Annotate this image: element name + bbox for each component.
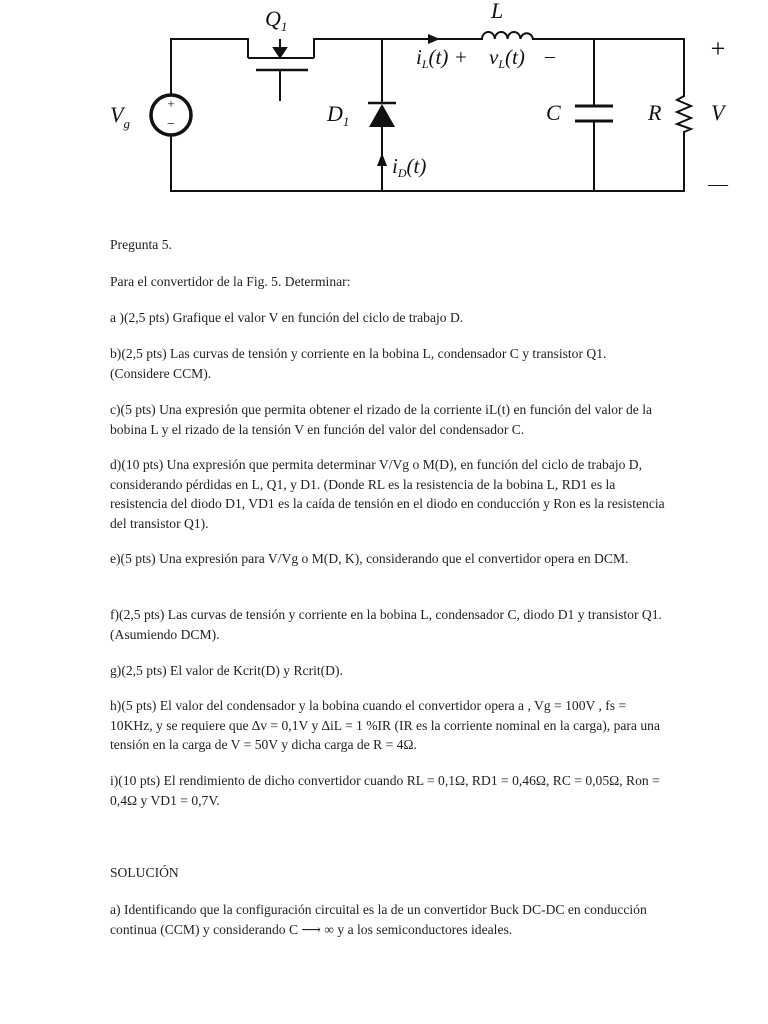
question-item-b: b)(2,5 pts) Las curvas de tensión y corriente en la bobina L, condensador C y transistor Q1. (Considere CCM). [110,346,607,381]
transistor-q1-symbol [248,39,314,101]
label-vl: vL(t) [489,45,525,71]
resistor-r-symbol [677,96,691,132]
question-item-f: f)(2,5 pts) Las curvas de tensión y corriente en la bobina L, condensador C, diodo D1 y transistor Q1. (Asumiendo DCM). [110,607,662,642]
question-intro: Para el convertidor de la Fig. 5. Determinar: [110,274,351,289]
question-item-g: g)(2,5 pts) El valor de Kcrit(D) y Rcrit(D). [110,663,343,678]
question-item-d: d)(10 pts) Una expresión que permita determinar V/Vg o M(D), en función del ciclo de trabajo D, considerando pérdidas en L, Q1, y D1. (Donde RL es la resistencia de la bobina L, RD1 es la resistencia del diodo D1, VD1 es la caída de tensión en el diodo en conducción y Ron es la resistencia del transistor Q1). [110,457,665,531]
label-l: L [491,0,504,23]
label-r: R [648,100,662,125]
solution-text: a) Identificando que la configuración circuital es la de un convertidor Buck DC-DC en conducción continua (CCM) y considerando C ⟶ ∞ y a los semiconductores ideales. [110,902,647,937]
label-vl-minus: – [545,45,555,67]
label-output-minus: — [708,173,728,195]
label-d1: $D_1$ [327,101,350,129]
label-id: iD(t) [392,154,427,180]
question-item-i: i)(10 pts) El rendimiento de dicho convertidor cuando RL = 0,1Ω, RD1 = 0,46Ω, RC = 0,05Ω, Ron = 0,4Ω y VD1 = 0,7V. [110,773,660,808]
source-plus-sign: + [167,96,175,111]
label-v: V [711,100,725,125]
question-item-a: a )(2,5 pts) Grafique el valor V en función del ciclo de trabajo D. [110,310,464,325]
question-item-h: h)(5 pts) El valor del condensador y la bobina cuando el convertidor opera a , Vg = 100V , fs = 10KHz, y se requiere que ∆v = 0,1V y ∆iL = 1 %IR (IR es la corriente nominal en la carga), para una tensión en la carga de V = 50V y dicha carga de R = 4Ω. [110,698,660,752]
capacitor-c-symbol [575,106,613,121]
solution-title: SOLUCIÓN [110,865,179,880]
label-c: C [546,100,561,125]
question-item-c: c)(5 pts) Una expresión que permita obtener el rizado de la corriente iL(t) en función del valor de la bobina L y el rizado de la tensión V en función del valor del condensador C. [110,402,653,437]
current-arrow-id [377,153,387,166]
label-il: iL(t) + [416,45,468,71]
label-q1: $Q_1$ [265,6,288,34]
label-output-plus: + [710,34,726,63]
label-vg: $V_g$ [110,102,130,131]
source-minus-sign: − [167,117,175,132]
buck-converter-schematic [0,0,768,205]
inductor-l-symbol [482,32,533,39]
question-item-e: e)(5 pts) Una expresión para V/Vg o M(D, K), considerando que el convertidor opera en DCM. [110,551,629,566]
current-arrow-il [428,34,440,44]
question-title: Pregunta 5. [110,237,172,252]
